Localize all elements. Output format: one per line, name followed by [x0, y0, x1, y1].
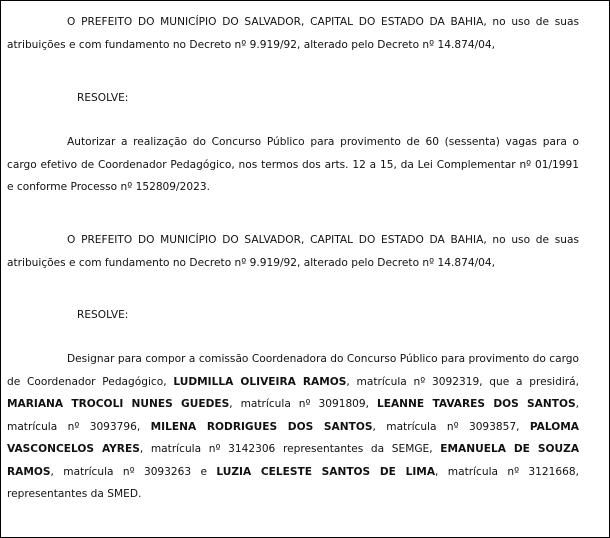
body-segment: , matrícula nº 3093263 e — [50, 465, 217, 478]
decree2-preamble-text: O PREFEITO DO MUNICÍPIO DO SALVADOR, CAPITAL DO ESTADO DA BAHIA, no uso de suas atribuições e com fundamento no Decreto nº 9.919/92, alterado pelo Decreto nº 14.874/04, — [7, 234, 579, 269]
body-segment: , matrícula nº 3092319, que a presidirá, — [346, 375, 579, 388]
person-name: LUDMILLA OLIVEIRA RAMOS — [173, 375, 347, 388]
decree2-body — [7, 348, 579, 506]
decree1-body-text: Autorizar a realização do Concurso Público para provimento de 60 (sessenta) vagas para o cargo efetivo de Coordenador Pedagógico, nos termos dos arts. 12 a 15, da Lei Complementar nº 01/1991 e conforme Processo nº 152809/2023. — [7, 136, 579, 193]
body-segment: , matrícula nº 3093796, — [7, 398, 579, 433]
person-name: LUZIA CELESTE SANTOS DE LIMA — [216, 465, 436, 478]
decree1-resolve: RESOLVE: — [77, 92, 129, 104]
body-segment: , matrícula nº 3091809, — [229, 398, 377, 410]
person-name: LEANNE TAVARES DOS SANTOS — [377, 398, 576, 410]
person-name: MARIANA TROCOLI NUNES GUEDES — [7, 398, 230, 410]
person-name: MILENA RODRIGUES DOS SANTOS — [150, 420, 373, 433]
body-segment: , matrícula nº 3142306 representantes da SEMGE, — [139, 443, 441, 455]
body-segment: Designar para compor a comissão Coordenadora do Concurso Público para provimento do cargo de Coordenador Pedagógico, — [7, 353, 579, 388]
body-segment: , matrícula nº 3093857, — [372, 420, 530, 433]
person-name: PALOMA VASCONCELOS AYRES — [7, 420, 579, 455]
decree2-body-text — [7, 353, 579, 500]
body-segment: , matrícula nº 3121668, representantes da SMED. — [7, 465, 579, 500]
person-name: EMANUELA DE SOUZA RAMOS — [7, 443, 580, 478]
decree1-preamble-text: O PREFEITO DO MUNICÍPIO DO SALVADOR, CAPITAL DO ESTADO DA BAHIA, no uso de suas atribuições e com fundamento no Decreto nº 9.919/92, alterado pelo Decreto nº 14.874/04, — [7, 16, 579, 51]
decree2-preamble — [7, 229, 579, 274]
decree2-resolve: RESOLVE: — [77, 309, 129, 321]
decree1-preamble — [7, 11, 579, 56]
decree1-body — [7, 131, 579, 199]
